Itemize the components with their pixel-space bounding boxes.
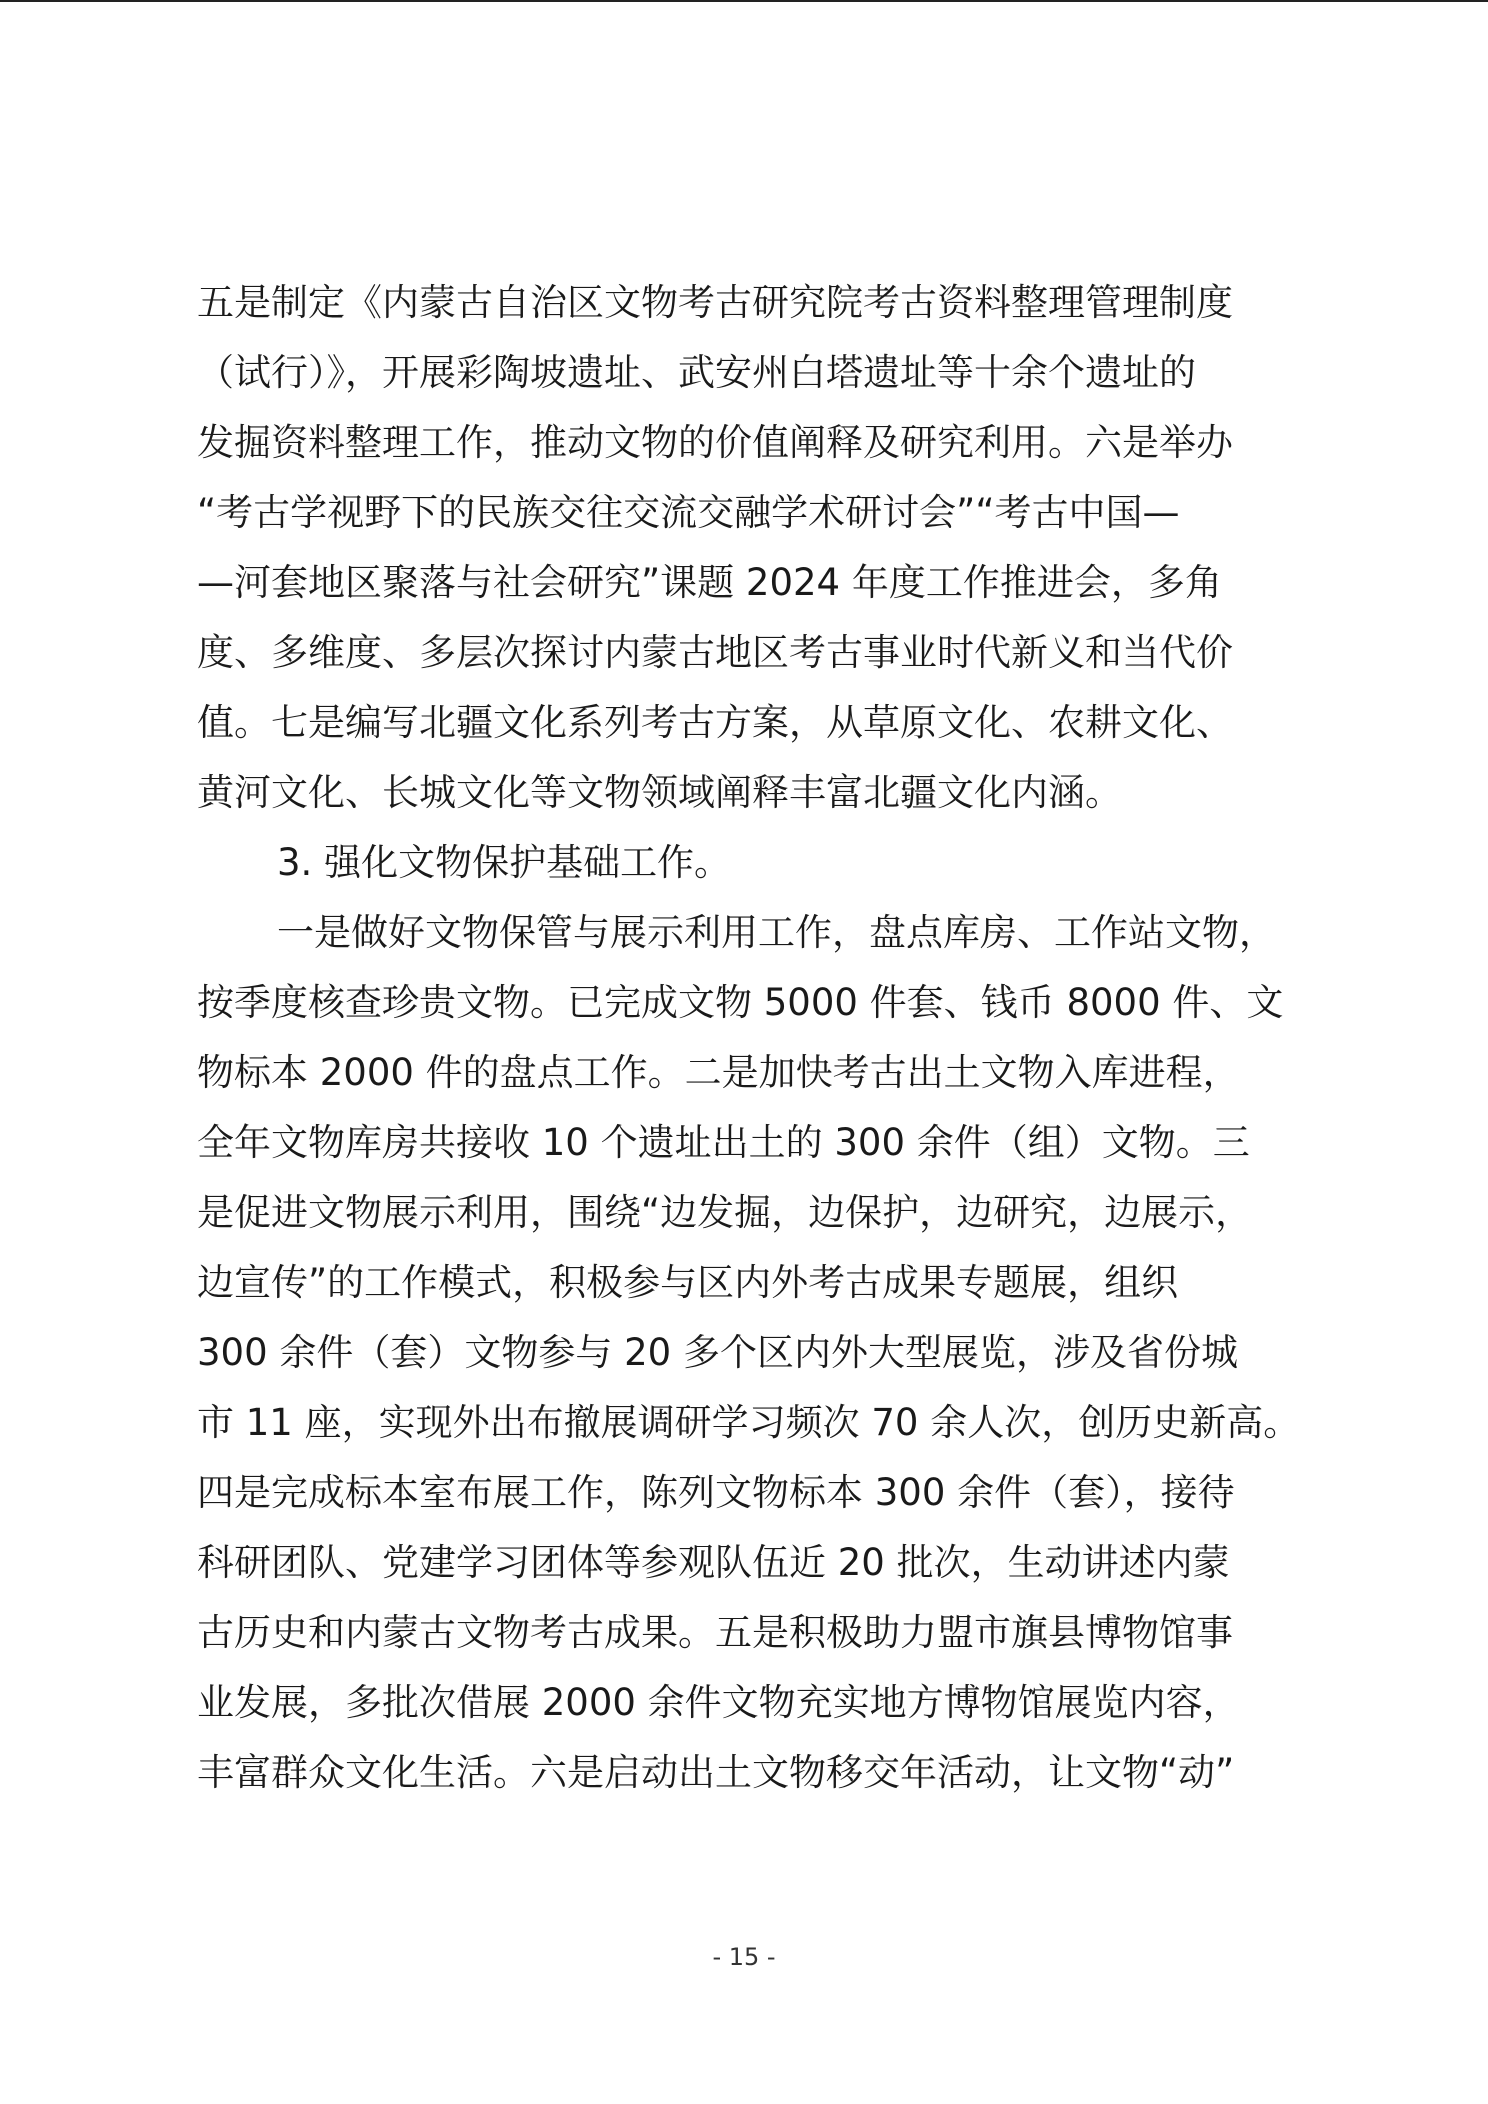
text-line-5: —河套地区聚落与社会研究”课题 2024 年度工作推进会，多角 (197, 561, 1222, 604)
text-line-15: 边宣传”的工作模式，积极参与区内外考古成果专题展，组织 (197, 1261, 1179, 1304)
text-line-12: 物标本 2000 件的盘点工作。二是加快考古出土文物入库进程， (197, 1051, 1240, 1094)
text-line-16: 300 余件（套）文物参与 20 多个区内外大型展览，涉及省份城 (197, 1331, 1238, 1374)
text-line-2: （试行）》，开展彩陶坡遗址、武安州白塔遗址等十余个遗址的 (197, 351, 1196, 394)
text-line-18: 四是完成标本室布展工作，陈列文物标本 300 余件（套），接待 (197, 1471, 1235, 1514)
text-line-6: 度、多维度、多层次探讨内蒙古地区考古事业时代新义和当代价 (197, 631, 1233, 674)
text-line-22: 丰富群众文化生活。六是启动出土文物移交年活动，让文物“动” (197, 1751, 1235, 1794)
text-line-8: 黄河文化、长城文化等文物领域阐释丰富北疆文化内涵。 (197, 771, 1122, 814)
page-number: - 15 - (712, 1943, 776, 1971)
text-line-7: 值。七是编写北疆文化系列考古方案，从草原文化、农耕文化、 (197, 701, 1233, 744)
text-line-14: 是促进文物展示利用，围绕“边发掘，边保护，边研究，边展示， (197, 1191, 1253, 1234)
text-line-3: 发掘资料整理工作，推动文物的价值阐释及研究利用。六是举办 (197, 421, 1233, 464)
text-line-4: “考古学视野下的民族交往交流交融学术研讨会”“考古中国— (197, 491, 1180, 534)
section-heading: 3. 强化文物保护基础工作。 (277, 841, 732, 884)
page-top-border (0, 0, 1488, 2)
text-line-19: 科研团队、党建学习团体等参观队伍近 20 批次，生动讲述内蒙 (197, 1541, 1230, 1584)
text-line-17: 市 11 座，实现外出布撤展调研学习频次 70 余人次，创历史新高。 (197, 1401, 1301, 1444)
text-line-10: 一是做好文物保管与展示利用工作，盘点库房、工作站文物， (277, 911, 1276, 954)
text-line-1: 五是制定《内蒙古自治区文物考古研究院考古资料整理管理制度 (197, 281, 1233, 324)
text-line-13: 全年文物库房共接收 10 个遗址出土的 300 余件（组）文物。三 (197, 1121, 1250, 1164)
text-line-21: 业发展，多批次借展 2000 余件文物充实地方博物馆展览内容， (197, 1681, 1240, 1724)
text-line-20: 古历史和内蒙古文物考古成果。五是积极助力盟市旗县博物馆事 (197, 1611, 1233, 1654)
text-line-11: 按季度核查珍贵文物。已完成文物 5000 件套、钱币 8000 件、文 (197, 981, 1284, 1024)
document-body (197, 268, 1307, 1808)
